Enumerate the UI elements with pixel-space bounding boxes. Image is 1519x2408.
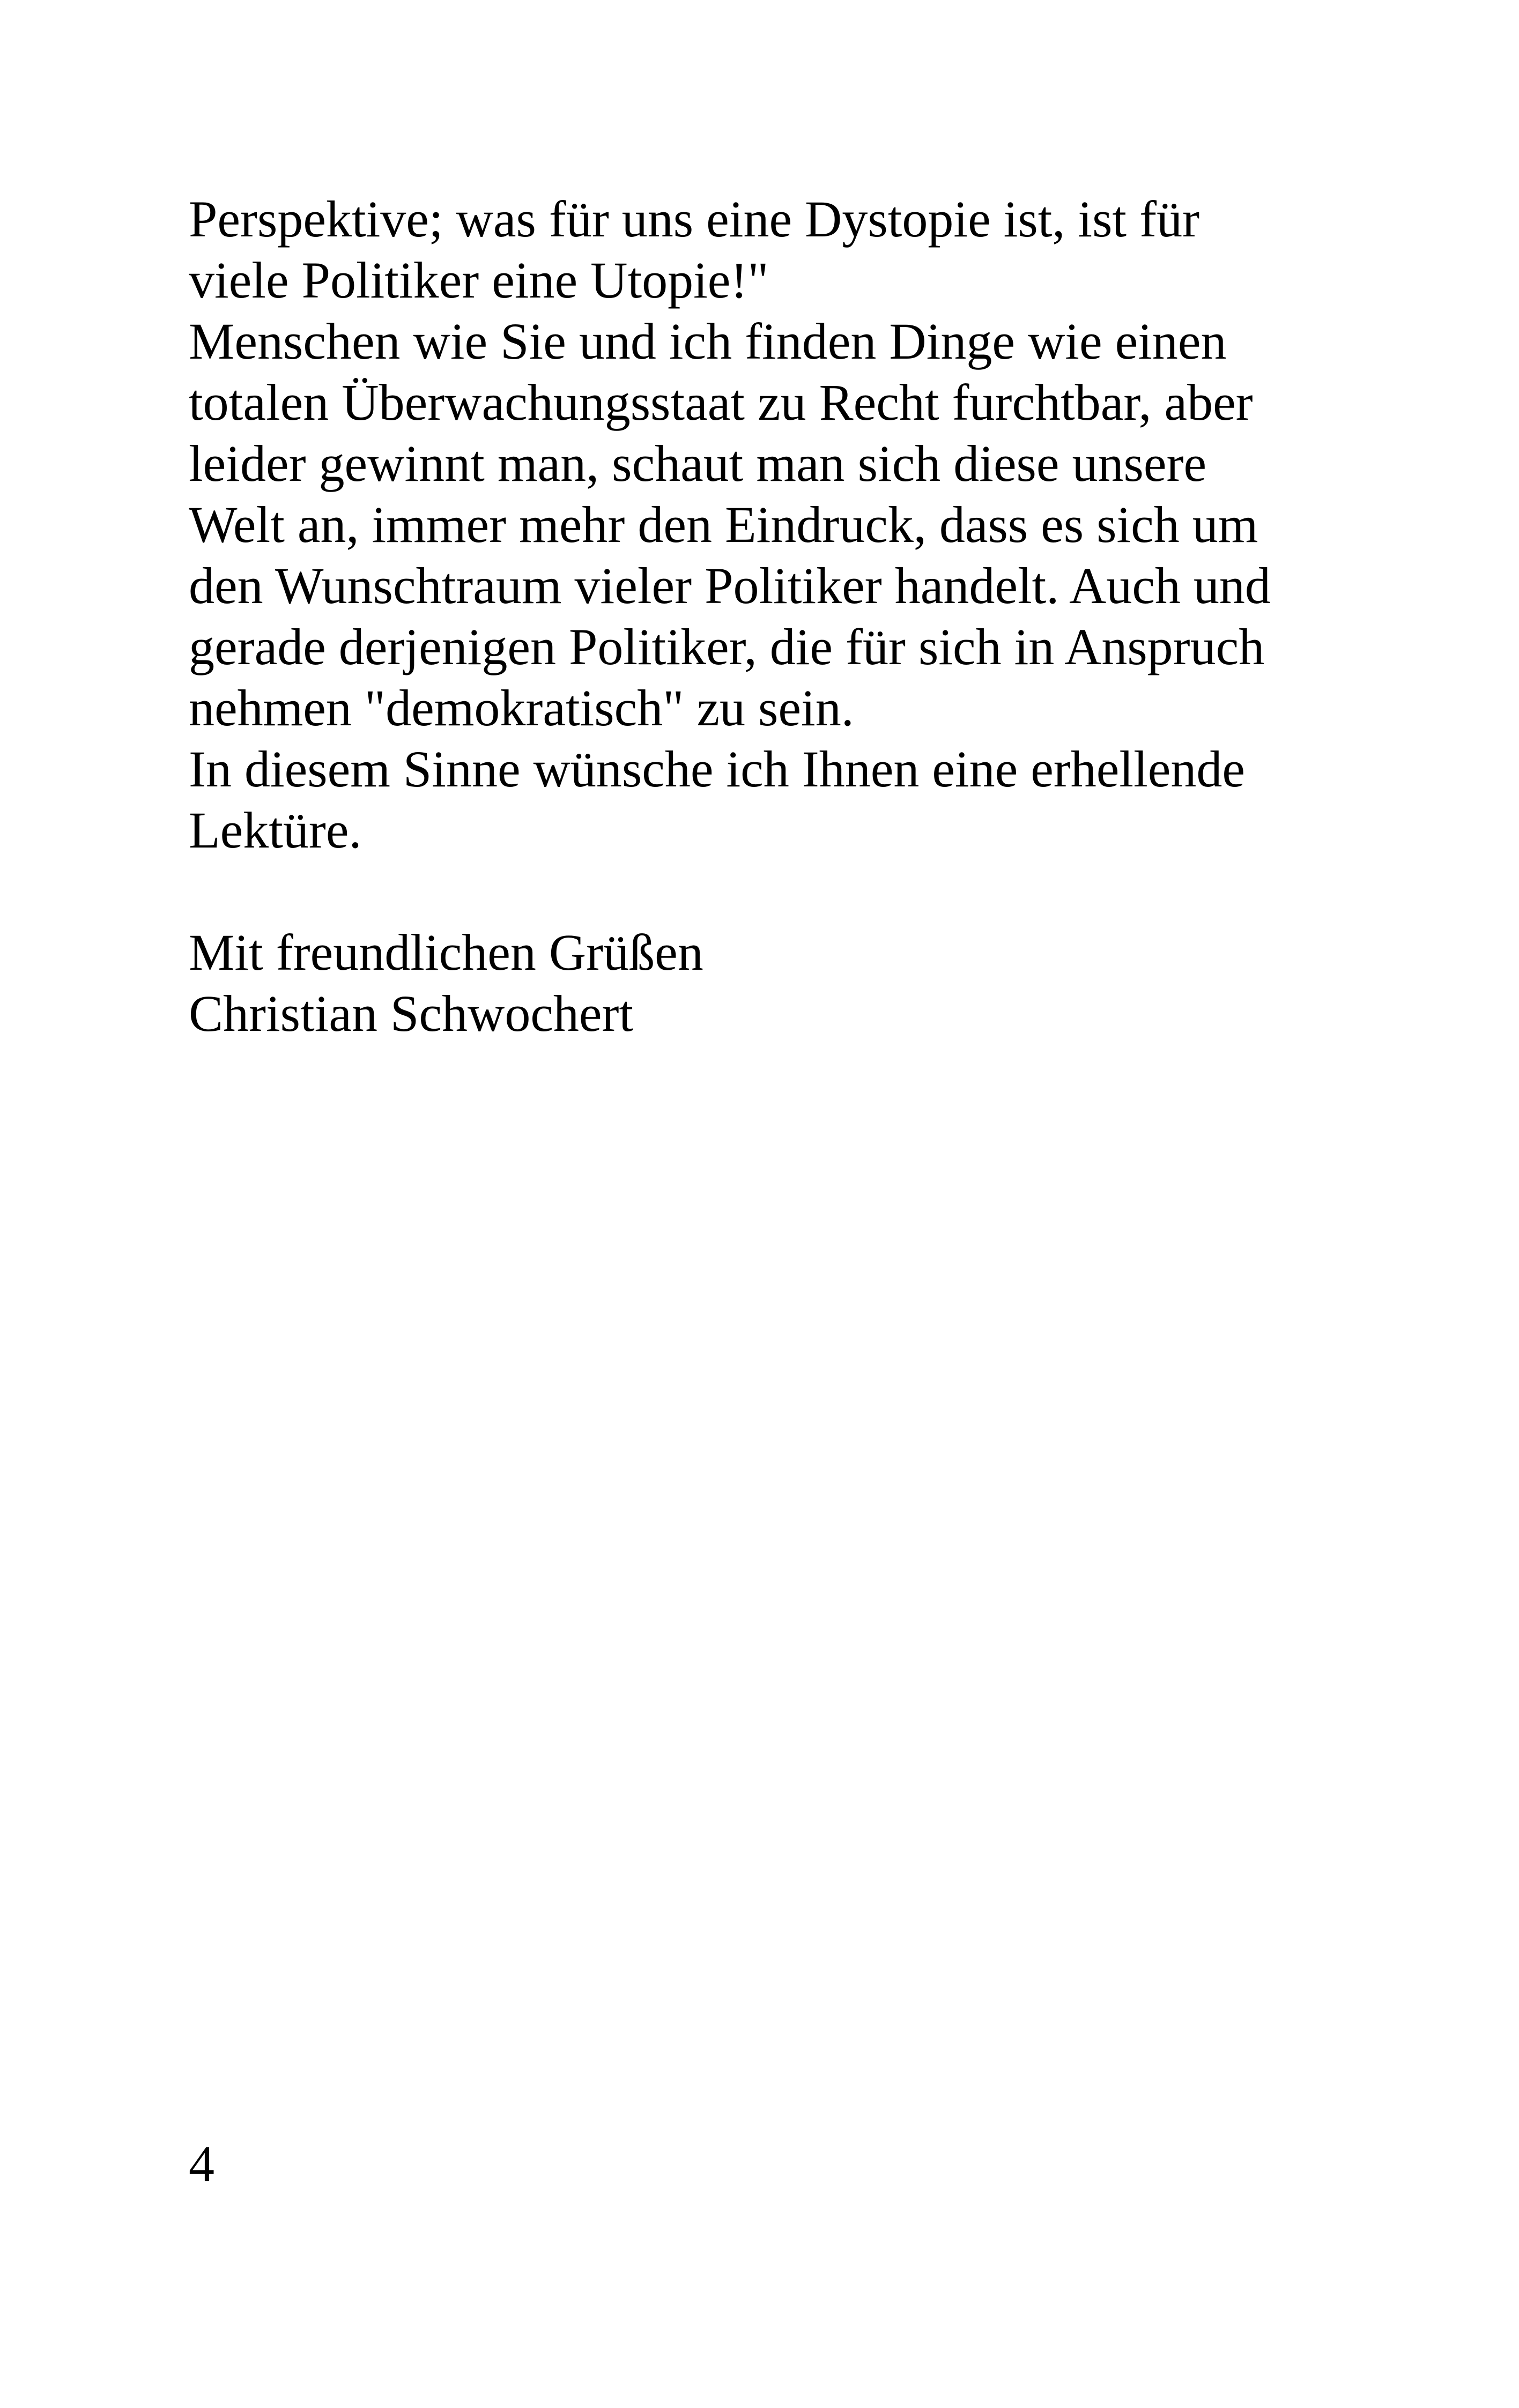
body-line: Lektüre. xyxy=(189,801,362,859)
page-body-text xyxy=(189,189,1368,1044)
body-line: nehmen "demokratisch" zu sein. xyxy=(189,679,854,737)
paragraph-spacer xyxy=(189,861,1368,922)
closing-line: Mit freundlichen Grüßen xyxy=(189,924,703,981)
body-line: totalen Überwachungsstaat zu Recht furchtbar, aber xyxy=(189,374,1253,431)
body-line: Perspektive; was für uns eine Dystopie ist, ist für xyxy=(189,190,1200,248)
body-line: In diesem Sinne wünsche ich Ihnen eine erhellende xyxy=(189,740,1245,798)
body-line: Welt an, immer mehr den Eindruck, dass es sich um xyxy=(189,496,1258,553)
body-line: viele Politiker eine Utopie!" xyxy=(189,251,769,309)
body-line: Menschen wie Sie und ich finden Dinge wie einen xyxy=(189,313,1227,370)
body-line: den Wunschtraum vieler Politiker handelt. Auch und xyxy=(189,557,1271,614)
page-number: 4 xyxy=(189,2135,214,2193)
body-line: gerade derjenigen Politiker, die für sich in Anspruch xyxy=(189,618,1265,675)
body-line: leider gewinnt man, schaut man sich diese unsere xyxy=(189,435,1207,492)
signature-name: Christian Schwochert xyxy=(189,985,634,1042)
